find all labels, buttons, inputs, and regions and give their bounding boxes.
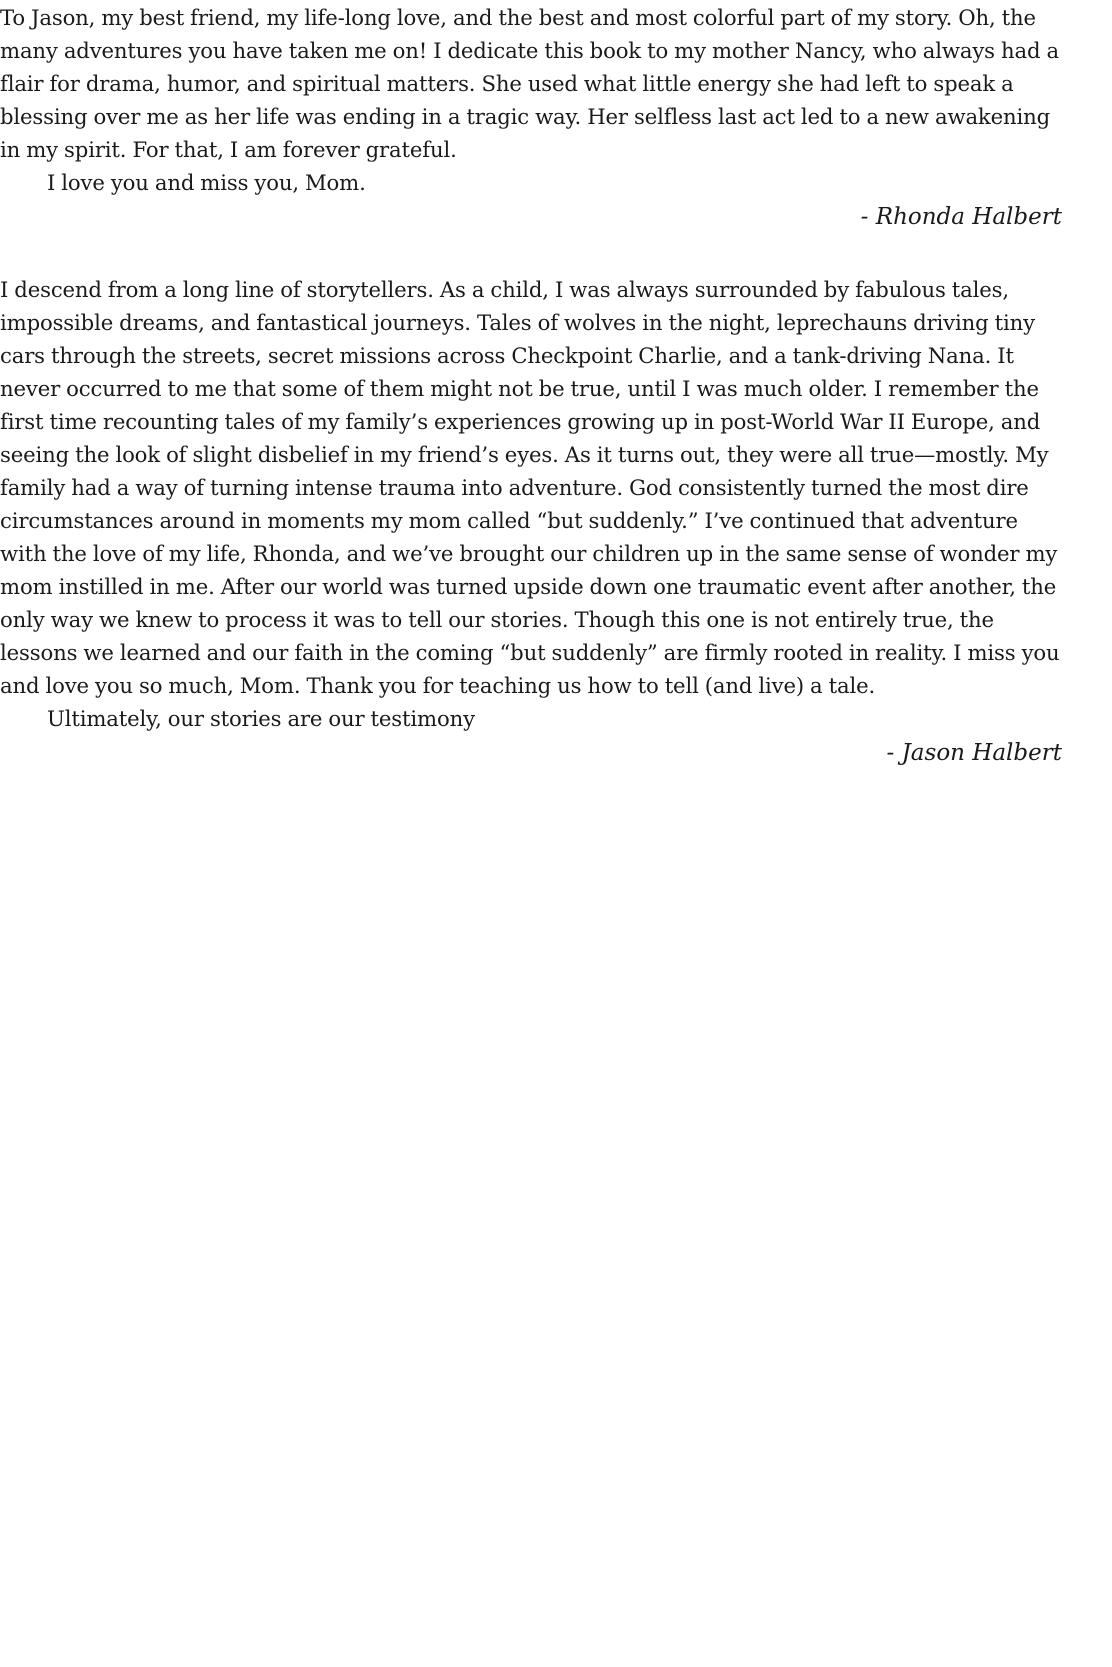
foreword-signature: - Jason Halbert	[886, 740, 1062, 766]
dedication-closing-line: I love you and miss you, Mom.	[47, 170, 366, 195]
document-content	[0, 1, 1062, 771]
dedication-section	[0, 1, 1062, 235]
section-spacer	[0, 235, 1062, 271]
foreword-section	[0, 273, 1062, 771]
dedication-signature: - Rhonda Halbert	[860, 204, 1062, 230]
foreword-paragraph: I descend from a long line of storytellers. As a child, I was always surrounded by fabulous tales, impossible dreams, and fantastical journeys. Tales of wolves in the night, leprechauns driving tiny cars through the streets, secret missions across Checkpoint Charlie, and a tank-driving Nana. It never occurred to me that some of them might not be true, until I was much older. I remember the first time recounting tales of my family’s experiences growing up in post-World War II Europe, and seeing the look of slight disbelief in my friend’s eyes. As it turns out, they were all true—mostly. My family had a way of turning intense trauma into adventure. God consistently turned the most dire circumstances around in moments my mom called “but suddenly.” I’ve continued that adventure with the love of my life, Rhonda, and we’ve brought our children up in the same sense of wonder my mom instilled in me. After our world was turned upside down one traumatic event after another, the only way we knew to process it was to tell our stories. Though this one is not entirely true, the lessons we learned and our faith in the coming “but suddenly” are firmly rooted in reality. I miss you and love you so much, Mom. Thank you for teaching us how to tell (and live) a tale.	[0, 277, 1060, 698]
foreword-closing-line: Ultimately, our stories are our testimony	[47, 706, 475, 731]
dedication-paragraph: To Jason, my best friend, my life-long love, and the best and most colorful part of my story. Oh, the many adventures you have taken me on! I dedicate this book to my mother Nancy, who always had a flair for drama, humor, and spiritual matters. She used what little energy she had left to speak a blessing over me as her life was ending in a tragic way. Her selfless last act led to a new awakening in my spirit. For that, I am forever grateful.	[0, 5, 1059, 162]
